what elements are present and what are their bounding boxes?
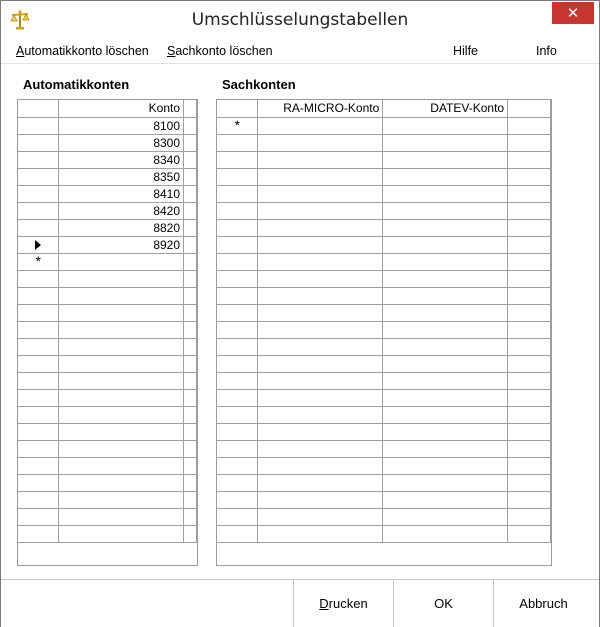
row-spacer xyxy=(184,287,197,304)
table-row[interactable] xyxy=(217,134,551,151)
row-spacer xyxy=(184,440,197,457)
row-selector[interactable] xyxy=(217,117,258,134)
datev-konto-cell[interactable] xyxy=(383,355,508,372)
row-selector[interactable] xyxy=(217,491,258,508)
datev-konto-cell[interactable] xyxy=(383,406,508,423)
drucken-button[interactable] xyxy=(293,580,393,627)
row-selector[interactable] xyxy=(18,202,59,219)
ra-micro-konto-cell[interactable] xyxy=(258,304,383,321)
row-spacer xyxy=(184,219,197,236)
row-selector[interactable] xyxy=(217,151,258,168)
ra-micro-konto-cell[interactable] xyxy=(258,406,383,423)
ok-button[interactable]: OK xyxy=(393,580,493,627)
row-spacer xyxy=(184,355,197,372)
row-selector[interactable] xyxy=(18,508,59,525)
table-row[interactable] xyxy=(217,253,551,270)
menu-accelerator: S xyxy=(167,44,176,58)
ra-micro-konto-cell[interactable] xyxy=(258,423,383,440)
row-spacer xyxy=(508,423,551,440)
table-row[interactable] xyxy=(18,168,197,185)
konto-cell[interactable]: 8410 xyxy=(59,185,184,202)
konto-cell[interactable]: 8920 xyxy=(59,236,184,253)
row-selector[interactable] xyxy=(217,270,258,287)
row-spacer xyxy=(184,168,197,185)
row-spacer xyxy=(184,134,197,151)
row-selector[interactable] xyxy=(217,134,258,151)
konto-cell[interactable]: 8820 xyxy=(59,219,184,236)
datev-konto-cell[interactable] xyxy=(383,440,508,457)
row-spacer xyxy=(184,491,197,508)
table-row[interactable] xyxy=(18,151,197,168)
row-selector[interactable] xyxy=(18,406,59,423)
row-spacer xyxy=(508,321,551,338)
row-spacer xyxy=(184,270,197,287)
row-spacer xyxy=(508,185,551,202)
row-spacer xyxy=(508,304,551,321)
table-row[interactable] xyxy=(18,287,197,304)
header-row xyxy=(18,100,197,117)
datev-konto-cell[interactable] xyxy=(383,491,508,508)
row-selector[interactable] xyxy=(217,321,258,338)
row-spacer xyxy=(508,355,551,372)
row-spacer xyxy=(184,151,197,168)
row-selector[interactable] xyxy=(18,389,59,406)
row-selector[interactable] xyxy=(217,474,258,491)
ra-micro-konto-cell[interactable] xyxy=(258,202,383,219)
table-row[interactable] xyxy=(18,202,197,219)
row-selector[interactable] xyxy=(217,406,258,423)
ra-micro-konto-cell[interactable] xyxy=(258,389,383,406)
table-row[interactable] xyxy=(18,491,197,508)
konto-cell[interactable] xyxy=(59,287,184,304)
ra-micro-konto-cell[interactable] xyxy=(258,117,383,134)
column-header-konto[interactable]: Konto xyxy=(59,100,184,117)
table-row[interactable] xyxy=(18,440,197,457)
sachkonten-table xyxy=(217,100,551,543)
ra-micro-konto-cell[interactable] xyxy=(258,457,383,474)
datev-konto-cell[interactable] xyxy=(383,185,508,202)
row-spacer xyxy=(508,372,551,389)
row-spacer xyxy=(508,134,551,151)
ra-micro-konto-cell[interactable] xyxy=(258,219,383,236)
ra-micro-konto-cell[interactable] xyxy=(258,236,383,253)
table-row[interactable] xyxy=(217,389,551,406)
datev-konto-cell[interactable] xyxy=(383,151,508,168)
row-selector[interactable] xyxy=(18,270,59,287)
row-spacer xyxy=(508,117,551,134)
table-row[interactable] xyxy=(217,304,551,321)
row-selector[interactable] xyxy=(18,338,59,355)
ra-micro-konto-cell[interactable] xyxy=(258,270,383,287)
table-row[interactable] xyxy=(18,219,197,236)
datev-konto-cell[interactable] xyxy=(383,372,508,389)
table-row[interactable] xyxy=(217,508,551,525)
datev-konto-cell[interactable] xyxy=(383,253,508,270)
row-spacer xyxy=(508,202,551,219)
row-selector[interactable] xyxy=(217,202,258,219)
table-row[interactable] xyxy=(18,338,197,355)
table-row[interactable] xyxy=(217,270,551,287)
row-selector[interactable] xyxy=(18,287,59,304)
row-selector[interactable] xyxy=(18,457,59,474)
row-selector[interactable] xyxy=(18,440,59,457)
table-row[interactable] xyxy=(217,287,551,304)
menu-hilfe[interactable]: Hilfe xyxy=(453,44,479,58)
row-selector[interactable] xyxy=(18,236,59,253)
datev-konto-cell[interactable] xyxy=(383,202,508,219)
row-spacer xyxy=(184,525,197,542)
konto-cell[interactable] xyxy=(59,525,184,542)
ra-micro-konto-cell[interactable] xyxy=(258,440,383,457)
row-spacer xyxy=(184,253,197,270)
row-spacer xyxy=(184,304,197,321)
table-row[interactable] xyxy=(217,457,551,474)
menu-info[interactable]: Info xyxy=(536,44,557,58)
table-row[interactable] xyxy=(217,355,551,372)
ra-micro-konto-cell[interactable] xyxy=(258,491,383,508)
row-selector[interactable] xyxy=(18,134,59,151)
table-row[interactable] xyxy=(217,406,551,423)
ra-micro-konto-cell[interactable] xyxy=(258,287,383,304)
header-row xyxy=(217,100,551,117)
row-selector[interactable] xyxy=(217,508,258,525)
automatikkonten-table xyxy=(18,100,197,543)
table-row[interactable] xyxy=(18,372,197,389)
ra-micro-konto-cell[interactable] xyxy=(258,525,383,542)
row-selector[interactable] xyxy=(217,253,258,270)
row-selector[interactable] xyxy=(18,168,59,185)
title-bar[interactable] xyxy=(1,1,599,39)
row-selector[interactable] xyxy=(18,304,59,321)
datev-konto-cell[interactable] xyxy=(383,525,508,542)
row-spacer xyxy=(184,321,197,338)
row-spacer xyxy=(184,202,197,219)
table-row[interactable] xyxy=(217,117,551,134)
konto-cell[interactable] xyxy=(59,270,184,287)
row-spacer xyxy=(508,168,551,185)
row-selector[interactable] xyxy=(217,440,258,457)
close-icon: ✕ xyxy=(566,5,580,22)
konto-cell[interactable]: 8300 xyxy=(59,134,184,151)
window-title: Umschlüsselungstabellen xyxy=(191,10,409,30)
konto-cell[interactable] xyxy=(59,508,184,525)
row-spacer xyxy=(508,389,551,406)
row-selector[interactable] xyxy=(217,525,258,542)
table-row[interactable] xyxy=(217,202,551,219)
menu-label: achkonto löschen xyxy=(175,44,273,58)
row-spacer xyxy=(184,372,197,389)
datev-konto-cell[interactable] xyxy=(383,168,508,185)
konto-cell[interactable]: 8350 xyxy=(59,168,184,185)
row-selector[interactable] xyxy=(217,168,258,185)
datev-konto-cell[interactable] xyxy=(383,508,508,525)
row-spacer xyxy=(508,287,551,304)
row-spacer xyxy=(508,525,551,542)
table-row[interactable] xyxy=(217,236,551,253)
konto-cell[interactable] xyxy=(59,457,184,474)
row-header-corner xyxy=(217,100,258,117)
konto-cell[interactable] xyxy=(59,389,184,406)
row-selector[interactable] xyxy=(217,185,258,202)
table-row[interactable] xyxy=(18,474,197,491)
row-selector[interactable] xyxy=(18,151,59,168)
datev-konto-cell[interactable] xyxy=(383,321,508,338)
ra-micro-konto-cell[interactable] xyxy=(258,338,383,355)
datev-konto-cell[interactable] xyxy=(383,117,508,134)
datev-konto-cell[interactable] xyxy=(383,423,508,440)
ra-micro-konto-cell[interactable] xyxy=(258,372,383,389)
ra-micro-konto-cell[interactable] xyxy=(258,474,383,491)
konto-cell[interactable] xyxy=(59,372,184,389)
table-row[interactable] xyxy=(18,389,197,406)
ra-micro-konto-cell[interactable] xyxy=(258,253,383,270)
row-spacer xyxy=(184,457,197,474)
datev-konto-cell[interactable] xyxy=(383,236,508,253)
row-spacer xyxy=(508,338,551,355)
row-spacer xyxy=(184,508,197,525)
konto-cell[interactable] xyxy=(59,423,184,440)
row-spacer xyxy=(508,491,551,508)
row-spacer xyxy=(508,440,551,457)
button-bar xyxy=(1,579,599,627)
table-row[interactable] xyxy=(18,321,197,338)
button-accelerator: D xyxy=(319,596,329,611)
table-row[interactable] xyxy=(217,423,551,440)
row-selector[interactable] xyxy=(18,355,59,372)
row-selector[interactable] xyxy=(18,185,59,202)
datev-konto-cell[interactable] xyxy=(383,219,508,236)
row-spacer xyxy=(508,236,551,253)
row-selector[interactable] xyxy=(18,321,59,338)
konto-cell[interactable] xyxy=(59,406,184,423)
table-row[interactable] xyxy=(217,185,551,202)
row-spacer xyxy=(508,219,551,236)
row-pointer-icon xyxy=(35,240,41,250)
table-row[interactable] xyxy=(18,304,197,321)
table-row[interactable] xyxy=(18,406,197,423)
table-row[interactable] xyxy=(18,270,197,287)
konto-cell[interactable]: 8420 xyxy=(59,202,184,219)
datev-konto-cell[interactable] xyxy=(383,389,508,406)
table-row[interactable] xyxy=(217,321,551,338)
datev-konto-cell[interactable] xyxy=(383,457,508,474)
column-header-ra-micro-konto[interactable]: RA-MICRO-Konto xyxy=(258,100,383,117)
konto-cell[interactable] xyxy=(59,474,184,491)
row-spacer xyxy=(508,508,551,525)
table-row[interactable] xyxy=(18,508,197,525)
datev-konto-cell[interactable] xyxy=(383,474,508,491)
table-row[interactable] xyxy=(18,117,197,134)
table-row[interactable] xyxy=(217,151,551,168)
menu-bar xyxy=(1,39,599,64)
menu-sachkonto-loeschen[interactable] xyxy=(167,44,273,58)
button-label: rucken xyxy=(328,596,368,611)
row-spacer xyxy=(508,406,551,423)
row-selector[interactable] xyxy=(217,236,258,253)
automatikkonten-label: Automatikkonten xyxy=(23,77,130,92)
row-selector[interactable] xyxy=(217,287,258,304)
row-spacer xyxy=(184,423,197,440)
table-row[interactable] xyxy=(217,168,551,185)
row-selector[interactable] xyxy=(18,525,59,542)
row-selector[interactable] xyxy=(217,423,258,440)
table-row[interactable] xyxy=(217,474,551,491)
konto-cell[interactable] xyxy=(59,304,184,321)
table-row[interactable] xyxy=(18,185,197,202)
row-spacer xyxy=(508,270,551,287)
automatikkonten-grid[interactable] xyxy=(17,99,198,566)
ra-micro-konto-cell[interactable] xyxy=(258,168,383,185)
row-spacer xyxy=(184,117,197,134)
new-row-star-icon: * xyxy=(35,253,41,269)
abbruch-button[interactable]: Abbruch xyxy=(493,580,593,627)
table-row[interactable] xyxy=(217,491,551,508)
table-row[interactable] xyxy=(18,457,197,474)
konto-cell[interactable]: 8100 xyxy=(59,117,184,134)
row-spacer xyxy=(508,253,551,270)
row-spacer xyxy=(508,457,551,474)
konto-cell[interactable] xyxy=(59,491,184,508)
table-row[interactable] xyxy=(18,525,197,542)
row-spacer xyxy=(184,236,197,253)
konto-cell[interactable]: 8340 xyxy=(59,151,184,168)
table-row[interactable] xyxy=(217,338,551,355)
ra-micro-konto-cell[interactable] xyxy=(258,355,383,372)
menu-accelerator: A xyxy=(16,44,25,58)
row-selector[interactable] xyxy=(217,389,258,406)
table-row[interactable] xyxy=(18,253,197,270)
ra-micro-konto-cell[interactable] xyxy=(258,185,383,202)
new-row-star-icon: * xyxy=(234,117,240,133)
datev-konto-cell[interactable] xyxy=(383,338,508,355)
sachkonten-label: Sachkonten xyxy=(222,77,296,92)
ra-micro-konto-cell[interactable] xyxy=(258,508,383,525)
row-selector[interactable] xyxy=(217,355,258,372)
row-selector[interactable] xyxy=(217,338,258,355)
konto-cell[interactable] xyxy=(59,355,184,372)
datev-konto-cell[interactable] xyxy=(383,304,508,321)
header-spacer xyxy=(184,100,197,117)
row-spacer xyxy=(184,406,197,423)
sachkonten-grid[interactable] xyxy=(216,99,552,566)
row-spacer xyxy=(184,338,197,355)
menu-label: utomatikkonto löschen xyxy=(24,44,149,58)
row-selector[interactable] xyxy=(18,253,59,270)
table-row[interactable] xyxy=(18,134,197,151)
menu-automatikkonto-loeschen[interactable] xyxy=(16,44,149,58)
ra-micro-konto-cell[interactable] xyxy=(258,151,383,168)
konto-cell[interactable] xyxy=(59,321,184,338)
row-selector[interactable] xyxy=(18,219,59,236)
row-selector[interactable] xyxy=(217,219,258,236)
header-spacer xyxy=(508,100,551,117)
row-spacer xyxy=(508,474,551,491)
row-selector[interactable] xyxy=(18,117,59,134)
column-header-datev-konto[interactable]: DATEV-Konto xyxy=(383,100,508,117)
konto-cell[interactable] xyxy=(59,440,184,457)
row-spacer xyxy=(184,474,197,491)
ra-micro-konto-cell[interactable] xyxy=(258,134,383,151)
row-selector[interactable] xyxy=(18,423,59,440)
datev-konto-cell[interactable] xyxy=(383,270,508,287)
table-row[interactable] xyxy=(217,525,551,542)
row-selector[interactable] xyxy=(217,304,258,321)
table-row[interactable] xyxy=(18,236,197,253)
row-spacer xyxy=(184,389,197,406)
row-selector[interactable] xyxy=(217,372,258,389)
table-row[interactable] xyxy=(217,440,551,457)
row-selector[interactable] xyxy=(217,457,258,474)
row-selector[interactable] xyxy=(18,474,59,491)
datev-konto-cell[interactable] xyxy=(383,134,508,151)
konto-cell[interactable] xyxy=(59,338,184,355)
table-row[interactable] xyxy=(18,355,197,372)
table-row[interactable] xyxy=(217,372,551,389)
datev-konto-cell[interactable] xyxy=(383,287,508,304)
row-selector[interactable] xyxy=(18,372,59,389)
row-spacer xyxy=(184,185,197,202)
row-spacer xyxy=(508,151,551,168)
table-row[interactable] xyxy=(217,219,551,236)
row-selector[interactable] xyxy=(18,491,59,508)
ra-micro-konto-cell[interactable] xyxy=(258,321,383,338)
close-button[interactable] xyxy=(552,2,594,24)
konto-cell[interactable] xyxy=(59,253,184,270)
row-header-corner xyxy=(18,100,59,117)
table-row[interactable] xyxy=(18,423,197,440)
